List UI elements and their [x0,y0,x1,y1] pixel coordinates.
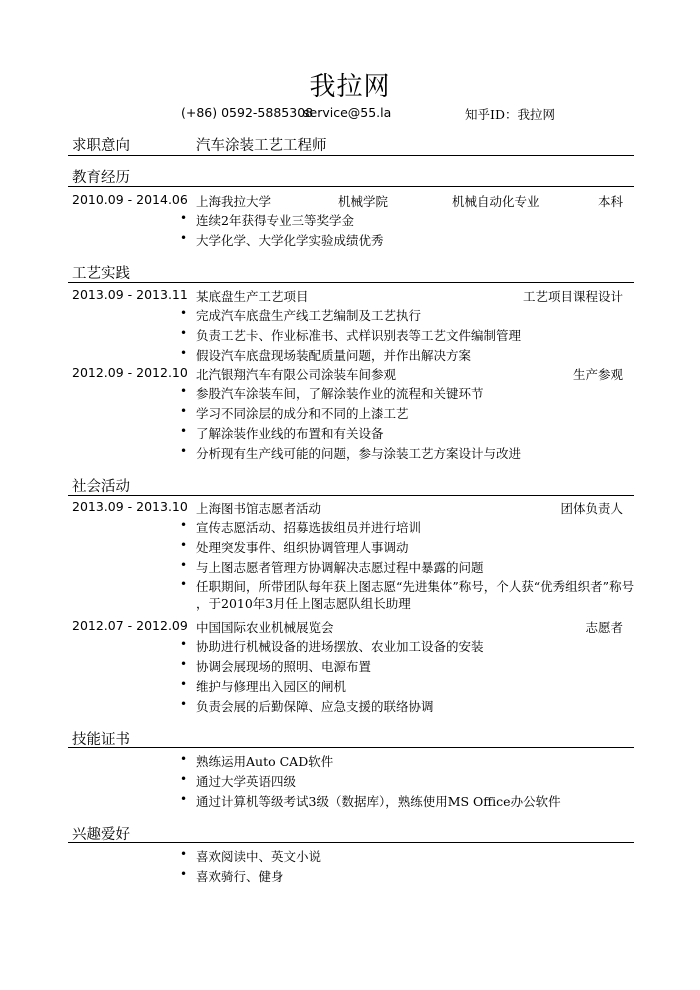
section-title-practice: 工艺实践 [72,266,130,282]
section-divider [68,842,634,843]
practice-entry-date: 2012.09 - 2012.10 [72,365,188,380]
candidate-name: 我拉网 [309,72,391,102]
section-divider [68,186,634,187]
education-degree: 本科 [597,194,623,209]
social-entry-date: 2013.09 - 2013.10 [72,499,188,514]
section-title-hobbies: 兴趣爱好 [72,827,130,843]
resume-page: 我拉网 (+86) 0592-5885308 service@55.la 知乎ID：我拉网 求职意向 汽车涂装工艺工程师 教育经历 2010.09 - 2014.06 上海我拉大学 机械学院 机械自动化专业 本科 • 连续2年获得专业三等奖学金 • 大学化学、大学化学实验成绩优秀 工艺实践 2013.09 - 2013.11 某底盘生产工艺项目 工艺项目课程设计 • 完成汽车底盘生产线工艺编制及工艺执行 • 负责工艺卡、作业标准书、式样识别表等工艺文件编制管理 • 假设汽车底盘现场装配质量问题，并作出解决方案 2012.09 - 2012.10 北汽银翔汽车有限公司涂装车间参观 生产参观 • 参股汽车涂装车间，了解涂装作业的流程和关键环节 • 学习不同涂层的成分和不同的上漆工艺 • 了解涂装作业线的布置和有关设备 • 分析现有生产线可能的问题，参与涂装工艺方案设计与改进 社会活动 2013.09 - 2013.10 上海图书馆志愿者活动 团体负责人 • 宣传志愿活动、招募选拔组员并进行培训 • 处理突发事件、组织协调管理人事调动 • 与上图志愿者管理方协调解决志愿过程中暴露的问题 • 任职期间，所带团队每年获上图志愿“先进集体”称号，个人获“优秀组织者”称号 ，于2010年3月任上图志愿队组长助理 2012.07 - 2012.09 中国国际农业机械展览会 志愿者 • 协助进行机械设备的进场摆放、农业加工设备的安装 • 协调会展现场的照明、电源布置 • 维护与修理出入园区的闸机 • 负责会展的后勤保障、应急支援的联络协调 技能证书 • 熟练运用Auto CAD软件 • 通过大学英语四级 • 通过计算机等级考试3级（数据库），熟练使用MS Office办公软件 兴趣爱好 • 喜欢阅读中、英文小说 • 喜欢骑行、健身 [0,0,700,990]
practice-entry-role: 生产参观 [572,367,623,382]
education-school: 上海我拉大学 [196,194,272,209]
practice-entry-date: 2013.09 - 2013.11 [72,287,188,302]
section-divider [68,282,634,283]
social-entry-name: 中国国际农业机械展览会 [196,620,334,635]
education-major: 机械自动化专业 [452,194,540,209]
zhihu-id: 知乎ID：我拉网 [465,107,555,122]
practice-entry-role: 工艺项目课程设计 [522,289,623,304]
section-title-social: 社会活动 [72,479,130,495]
phone-number: (+86) 0592-5885308 [181,105,314,120]
practice-entry-name: 北汽银翔汽车有限公司涂装车间参观 [196,367,397,382]
section-divider [68,155,634,156]
practice-entry-name: 某底盘生产工艺项目 [196,289,309,304]
section-divider [68,495,634,496]
education-date: 2010.09 - 2014.06 [72,192,188,207]
section-divider [68,747,634,748]
social-entry-date: 2012.07 - 2012.09 [72,618,188,633]
list-item-continuation: ，于2010年3月任上图志愿队组长助理 [196,596,411,611]
social-entry-name: 上海图书馆志愿者活动 [196,501,322,516]
section-title-objective: 求职意向 [72,138,130,154]
section-title-skills: 技能证书 [72,732,130,748]
social-entry-role: 团体负责人 [560,501,623,516]
email-address: service@55.la [303,105,392,120]
social-entry-role: 志愿者 [585,620,623,635]
objective-value: 汽车涂装工艺工程师 [196,138,327,154]
education-college: 机械学院 [338,194,389,209]
section-title-education: 教育经历 [72,170,130,186]
